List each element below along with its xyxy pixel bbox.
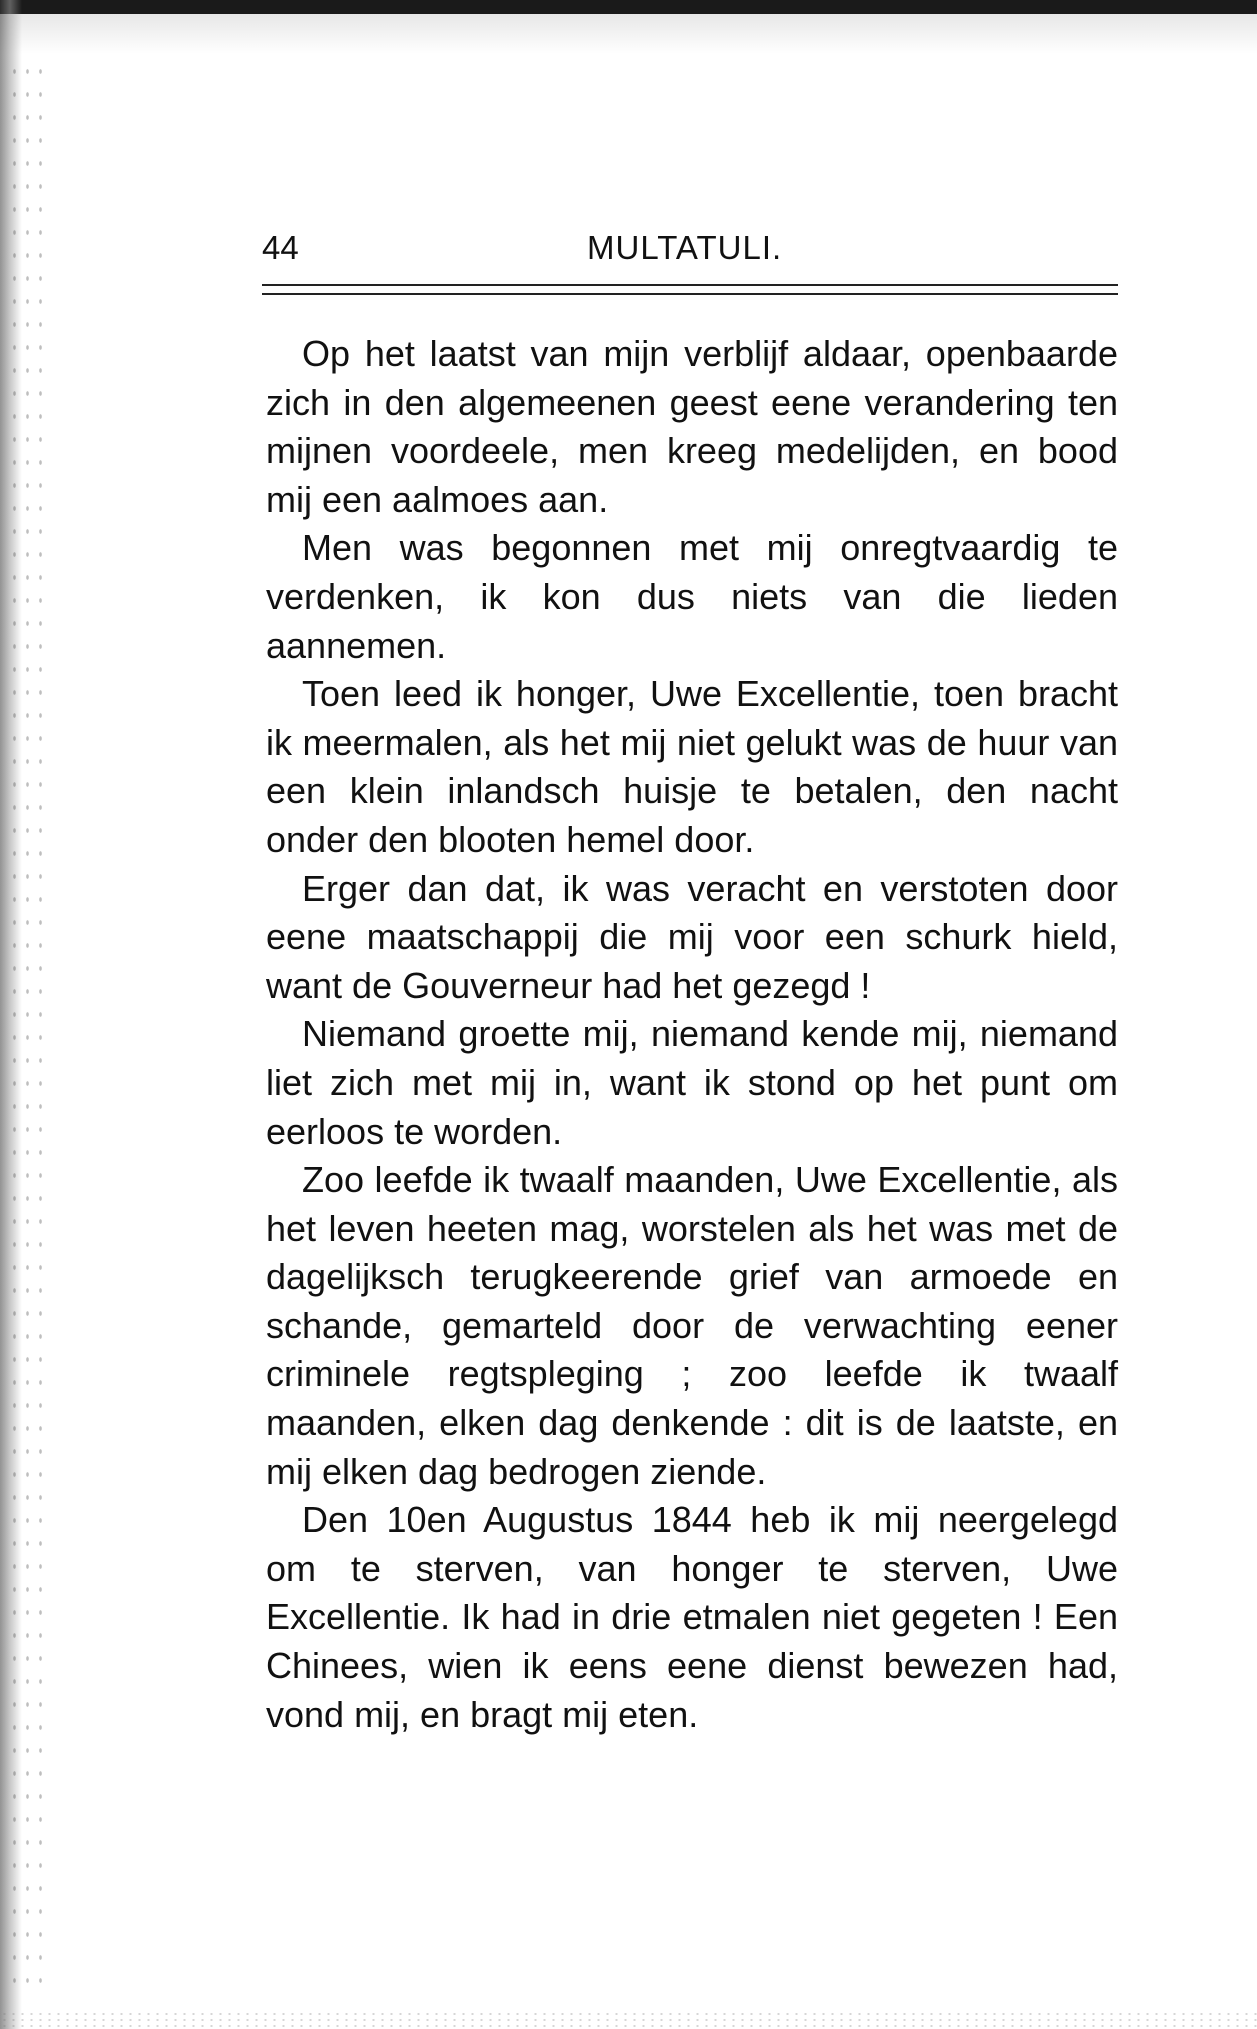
header-rule-top — [262, 284, 1118, 286]
paragraph: Toen leed ik honger, Uwe Excellentie, toen bracht ik meermalen, als het mij niet gelukt was de huur van een klein inlandsch huisje te betalen, den nacht onder den blooten hemel door. — [266, 673, 1118, 860]
paragraph: Op het laatst van mijn verblijf aldaar, openbaarde zich in den algemeenen geest eene verandering ten mijnen voordeele, men kreeg medelijden, en bood mij een aalmoes aan. — [266, 333, 1118, 520]
scan-left-specks — [8, 60, 48, 2000]
paragraph: Men was begonnen met mij onregtvaardig te verdenken, ik kon dus niets van die lieden aannemen. — [266, 527, 1118, 666]
paragraph: Erger dan dat, ik was veracht en verstoten door eene maatschappij die mij voor een schurk hield, want de Gouverneur had het gezegd ! — [266, 867, 1118, 1006]
paragraph: Niemand groette mij, niemand kende mij, niemand liet zich met mij in, want ik stond op het punt om eerloos te worden. — [266, 1013, 1118, 1152]
running-title: MULTATULI. — [587, 229, 783, 266]
scan-top-shadow — [0, 14, 1257, 54]
page-number: 44 — [262, 229, 299, 266]
scan-top-edge — [0, 0, 1257, 14]
scan-bottom-edge — [0, 2011, 1257, 2029]
paragraph: Den 10en Augustus 1844 heb ik mij neergelegd om te sterven, van honger te sterven, Uwe Excellentie. Ik had in drie etmalen niet gegeten ! Een Chinees, wien ik eens eene dienst bewezen had, vond mij, en bragt mij eten. — [266, 1499, 1118, 1735]
paragraph: Zoo leefde ik twaalf maanden, Uwe Excellentie, als het leven heeten mag, worstelen als het was met de dagelijksch terugkeerende grief van armoede en schande, gemarteld door de verwachting eener criminele regtspleging ; zoo leefde ik twaalf maanden, elken dag denkende : dit is de laatste, en mij elken dag bedrogen ziende. — [266, 1159, 1118, 1492]
running-head — [262, 228, 1118, 268]
header-rule-bottom — [262, 293, 1118, 295]
body-text — [266, 330, 1118, 1739]
